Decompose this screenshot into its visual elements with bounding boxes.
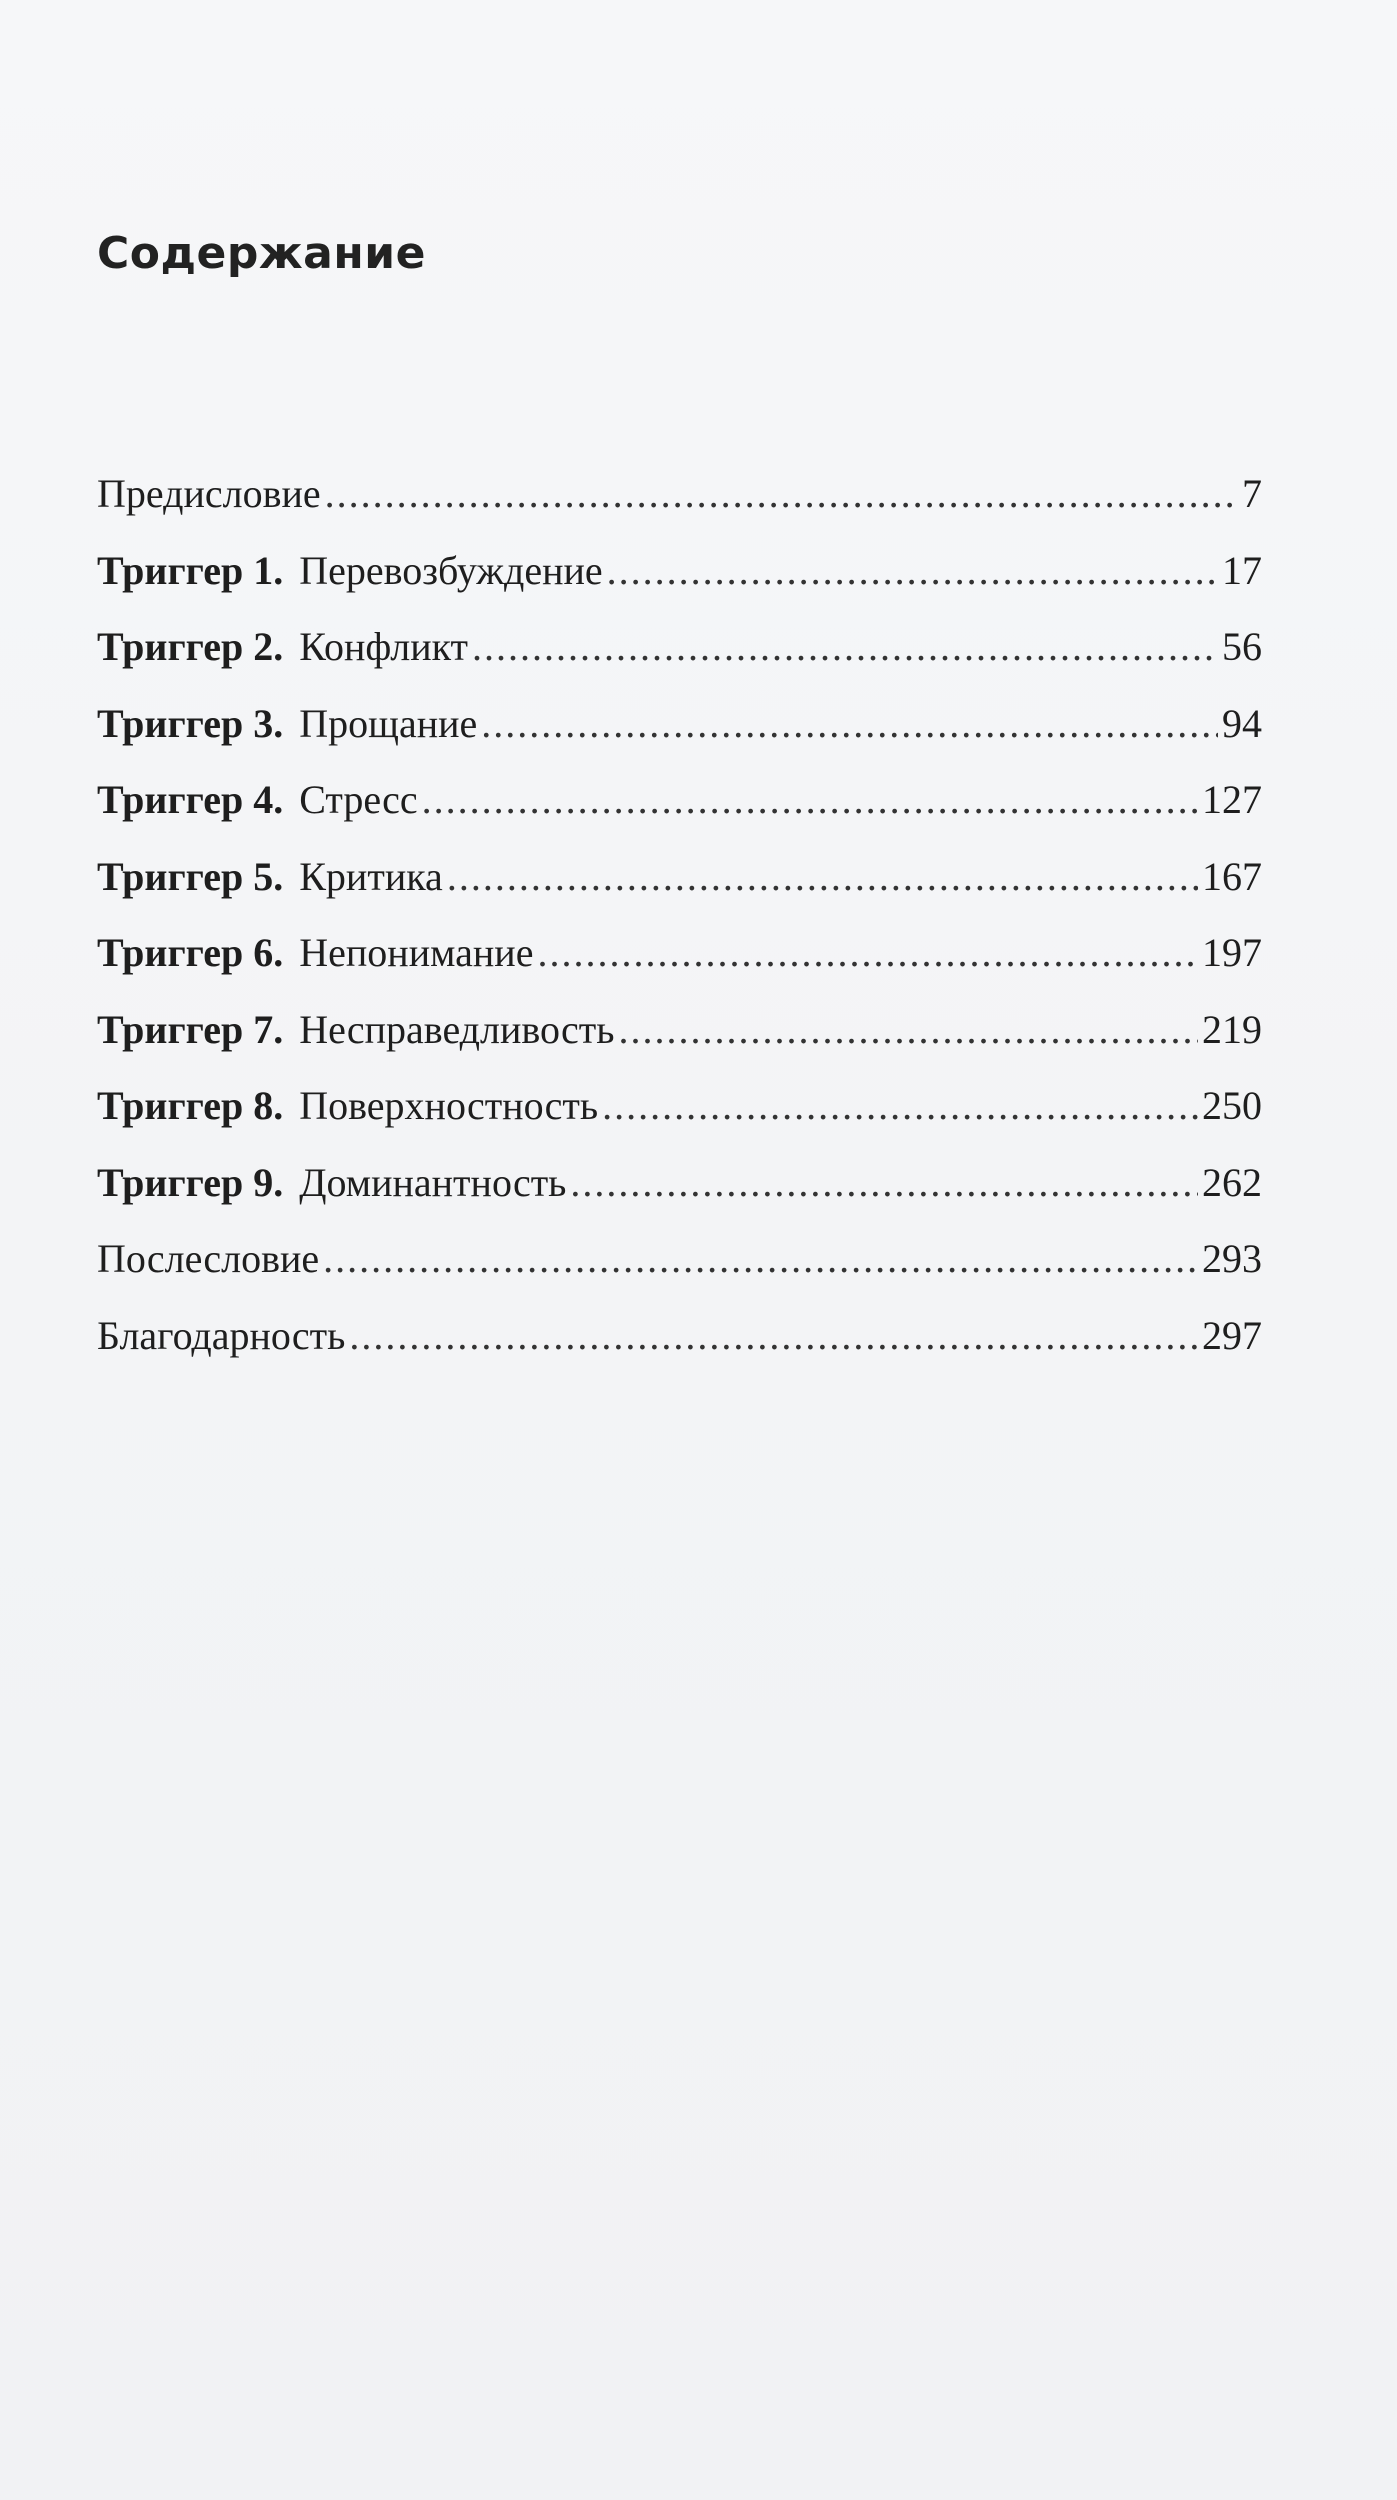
toc-entry-trigger-1: [97, 547, 1262, 624]
toc-entry-afterword: [97, 1235, 1262, 1312]
entry-page-number: 219: [1202, 1006, 1262, 1052]
table-of-contents: [97, 470, 1262, 1388]
entry-title: Несправедливость: [299, 1006, 615, 1052]
entry-title: Стресс: [299, 777, 418, 822]
entry-page-number: 56: [1222, 624, 1262, 669]
entry-prefix: Триггер 4.: [97, 777, 284, 822]
entry-title: Послесловие: [97, 1236, 320, 1281]
toc-entry-trigger-2: [97, 623, 1262, 700]
entry-page-number: 17: [1222, 547, 1262, 593]
entry-prefix: Триггер 7.: [97, 1006, 284, 1052]
entry-title: Критика: [299, 853, 443, 899]
entry-prefix: Триггер 6.: [97, 930, 284, 975]
toc-entry-trigger-6: [97, 929, 1262, 1006]
toc-entry-acknowledgements: [97, 1312, 1262, 1389]
page-title: Содержание: [97, 228, 426, 279]
toc-entry-trigger-8: [97, 1082, 1262, 1159]
dot-leader: [349, 1312, 1198, 1359]
dot-leader: [472, 623, 1218, 670]
toc-entry-trigger-3: [97, 700, 1262, 777]
entry-page-number: 197: [1202, 930, 1262, 975]
entry-title: Предисловие: [97, 471, 321, 516]
entry-page-number: 127: [1202, 777, 1262, 822]
entry-page-number: 7: [1242, 471, 1262, 516]
dot-leader: [447, 853, 1198, 900]
dot-leader: [323, 1235, 1198, 1282]
toc-entry-trigger-7: [97, 1006, 1262, 1083]
dot-leader: [325, 470, 1238, 517]
entry-title: Благодарность: [97, 1312, 346, 1358]
dot-leader: [537, 929, 1198, 976]
entry-prefix: Триггер 2.: [97, 624, 284, 669]
dot-leader: [602, 1082, 1198, 1129]
entry-prefix: Триггер 9.: [97, 1159, 284, 1205]
dot-leader: [481, 700, 1218, 747]
entry-prefix: Триггер 3.: [97, 700, 284, 746]
entry-title: Конфликт: [299, 624, 469, 669]
entry-prefix: Триггер 1.: [97, 547, 284, 593]
entry-page-number: 250: [1202, 1083, 1262, 1128]
dot-leader: [570, 1159, 1198, 1206]
entry-page-number: 297: [1202, 1312, 1262, 1358]
entry-title: Доминантность: [299, 1159, 567, 1205]
entry-title: Прощание: [299, 700, 478, 746]
entry-page-number: 262: [1202, 1159, 1262, 1205]
toc-entry-trigger-9: [97, 1159, 1262, 1236]
entry-title: Перевозбуждение: [299, 547, 603, 593]
entry-page-number: 94: [1222, 700, 1262, 746]
dot-leader: [422, 776, 1198, 823]
dot-leader: [618, 1006, 1198, 1053]
entry-prefix: Триггер 5.: [97, 853, 284, 899]
entry-page-number: 293: [1202, 1236, 1262, 1281]
toc-entry-trigger-4: [97, 776, 1262, 853]
entry-page-number: 167: [1202, 853, 1262, 899]
toc-entry-preface: [97, 470, 1262, 547]
entry-prefix: Триггер 8.: [97, 1083, 284, 1128]
entry-title: Непонимание: [299, 930, 534, 975]
entry-title: Поверхностность: [299, 1083, 599, 1128]
dot-leader: [607, 547, 1218, 594]
toc-entry-trigger-5: [97, 853, 1262, 930]
